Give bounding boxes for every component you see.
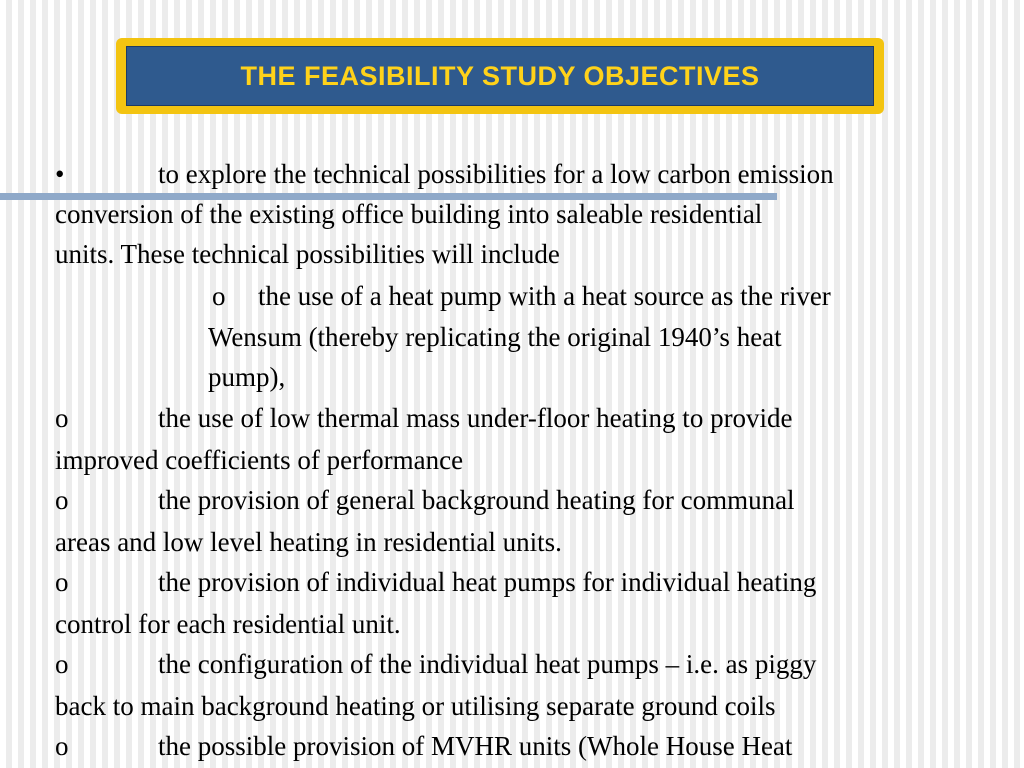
bullet-marker: o	[55, 485, 69, 515]
item-text: to explore the technical possibilities for a low carbon emission	[158, 159, 834, 189]
item-text: the provision of general background heating for communal	[158, 485, 795, 515]
item-continuation: conversion of the existing office building into saleable residential	[55, 199, 763, 229]
item-continuation: areas and low level heating in residential units.	[55, 527, 562, 557]
item-continuation: pump),	[208, 362, 286, 392]
bullet-marker: o	[55, 403, 69, 433]
bullet-marker: o	[55, 731, 69, 761]
item-continuation: back to main background heating or utilising separate ground coils	[55, 691, 776, 721]
title-panel	[126, 46, 874, 106]
item-text: the possible provision of MVHR units (Whole House Heat	[158, 731, 793, 761]
item-text: the use of a heat pump with a heat source as the river	[258, 281, 831, 311]
item-continuation: control for each residential unit.	[55, 609, 401, 639]
item-text: the configuration of the individual heat pumps – i.e. as piggy	[158, 649, 817, 679]
bullet-marker: o	[55, 567, 69, 597]
item-continuation: improved coefficients of performance	[55, 445, 464, 475]
item-continuation: Wensum (thereby replicating the original 1940’s heat	[208, 322, 782, 352]
title-banner	[116, 38, 884, 114]
item-continuation: units. These technical possibilities will include	[55, 239, 560, 269]
sub-list-item	[55, 276, 1015, 316]
bullet-marker: •	[55, 159, 65, 189]
slide-title: THE FEASIBILITY STUDY OBJECTIVES	[240, 60, 760, 91]
item-text: the provision of individual heat pumps for individual heating	[158, 567, 817, 597]
item-text: the use of low thermal mass under-floor heating to provide	[158, 403, 793, 433]
bullet-marker: o	[55, 649, 69, 679]
sub-bullet-marker: o	[212, 281, 226, 311]
